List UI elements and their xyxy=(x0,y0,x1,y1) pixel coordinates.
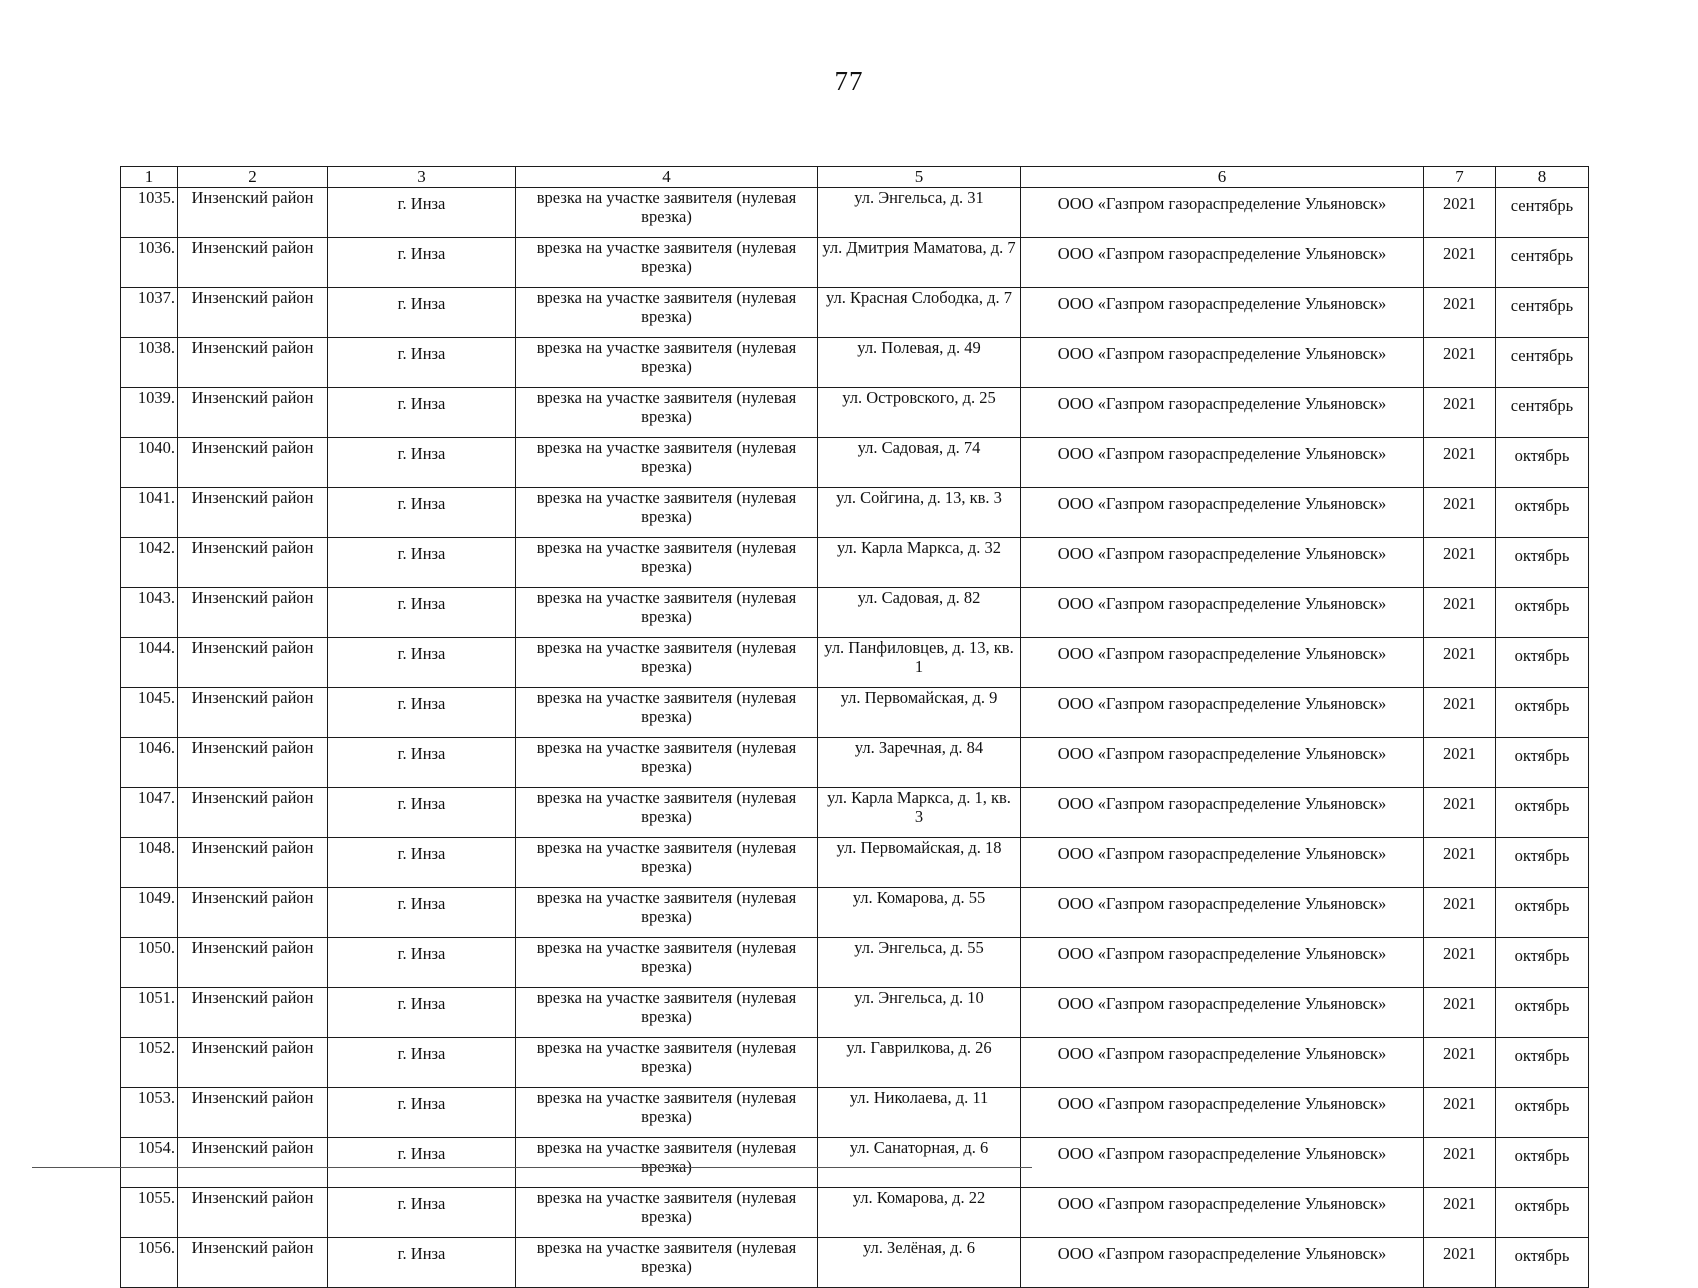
district-cell: Инзенский район xyxy=(178,738,328,788)
year-cell: 2021 xyxy=(1424,938,1496,988)
table-row xyxy=(121,488,1589,538)
schedule-table xyxy=(120,166,1589,1288)
month-cell: октябрь xyxy=(1496,588,1589,638)
row-number-cell: 1037. xyxy=(121,288,178,338)
row-number-cell: 1038. xyxy=(121,338,178,388)
work-type-cell: врезка на участке заявителя (нулевая врезка) xyxy=(516,638,818,688)
row-number-cell: 1045. xyxy=(121,688,178,738)
address-cell: ул. Островского, д. 25 xyxy=(818,388,1021,438)
year-cell: 2021 xyxy=(1424,588,1496,638)
year-cell: 2021 xyxy=(1424,438,1496,488)
address-cell: ул. Комарова, д. 22 xyxy=(818,1188,1021,1238)
table-row xyxy=(121,638,1589,688)
address-cell: ул. Карла Маркса, д. 1, кв. 3 xyxy=(818,788,1021,838)
organization-cell: ООО «Газпром газораспределение Ульяновск» xyxy=(1021,188,1424,238)
month-cell: октябрь xyxy=(1496,488,1589,538)
year-cell: 2021 xyxy=(1424,838,1496,888)
district-cell: Инзенский район xyxy=(178,238,328,288)
row-number-cell: 1053. xyxy=(121,1088,178,1138)
address-cell: ул. Первомайская, д. 9 xyxy=(818,688,1021,738)
row-number-cell: 1043. xyxy=(121,588,178,638)
month-cell: октябрь xyxy=(1496,638,1589,688)
month-cell: октябрь xyxy=(1496,838,1589,888)
organization-cell: ООО «Газпром газораспределение Ульяновск» xyxy=(1021,788,1424,838)
address-cell: ул. Энгельса, д. 55 xyxy=(818,938,1021,988)
table-row xyxy=(121,788,1589,838)
district-cell: Инзенский район xyxy=(178,1038,328,1088)
work-type-cell: врезка на участке заявителя (нулевая врезка) xyxy=(516,488,818,538)
district-cell: Инзенский район xyxy=(178,988,328,1038)
city-cell: г. Инза xyxy=(328,838,516,888)
year-cell: 2021 xyxy=(1424,1038,1496,1088)
month-cell: октябрь xyxy=(1496,1188,1589,1238)
city-cell: г. Инза xyxy=(328,1088,516,1138)
month-cell: сентябрь xyxy=(1496,338,1589,388)
address-cell: ул. Первомайская, д. 18 xyxy=(818,838,1021,888)
district-cell: Инзенский район xyxy=(178,388,328,438)
year-cell: 2021 xyxy=(1424,988,1496,1038)
month-cell: октябрь xyxy=(1496,1138,1589,1188)
work-type-cell: врезка на участке заявителя (нулевая врезка) xyxy=(516,338,818,388)
year-cell: 2021 xyxy=(1424,288,1496,338)
column-header: 1 xyxy=(121,167,178,188)
year-cell: 2021 xyxy=(1424,338,1496,388)
organization-cell: ООО «Газпром газораспределение Ульяновск» xyxy=(1021,438,1424,488)
district-cell: Инзенский район xyxy=(178,938,328,988)
table-row xyxy=(121,238,1589,288)
month-cell: октябрь xyxy=(1496,988,1589,1038)
district-cell: Инзенский район xyxy=(178,688,328,738)
year-cell: 2021 xyxy=(1424,488,1496,538)
row-number-cell: 1051. xyxy=(121,988,178,1038)
organization-cell: ООО «Газпром газораспределение Ульяновск» xyxy=(1021,1138,1424,1188)
row-number-cell: 1042. xyxy=(121,538,178,588)
city-cell: г. Инза xyxy=(328,938,516,988)
work-type-cell: врезка на участке заявителя (нулевая врезка) xyxy=(516,988,818,1038)
city-cell: г. Инза xyxy=(328,288,516,338)
organization-cell: ООО «Газпром газораспределение Ульяновск» xyxy=(1021,1088,1424,1138)
month-cell: октябрь xyxy=(1496,788,1589,838)
page-number: 77 xyxy=(834,66,864,96)
city-cell: г. Инза xyxy=(328,788,516,838)
row-number-cell: 1036. xyxy=(121,238,178,288)
table-row xyxy=(121,1188,1589,1238)
year-cell: 2021 xyxy=(1424,1138,1496,1188)
work-type-cell: врезка на участке заявителя (нулевая врезка) xyxy=(516,388,818,438)
organization-cell: ООО «Газпром газораспределение Ульяновск» xyxy=(1021,338,1424,388)
district-cell: Инзенский район xyxy=(178,1088,328,1138)
city-cell: г. Инза xyxy=(328,638,516,688)
table-row xyxy=(121,938,1589,988)
row-number-cell: 1048. xyxy=(121,838,178,888)
row-number-cell: 1040. xyxy=(121,438,178,488)
work-type-cell: врезка на участке заявителя (нулевая врезка) xyxy=(516,1188,818,1238)
row-number-cell: 1035. xyxy=(121,188,178,238)
table-row xyxy=(121,738,1589,788)
month-cell: октябрь xyxy=(1496,538,1589,588)
row-number-cell: 1049. xyxy=(121,888,178,938)
table-body xyxy=(121,188,1589,1288)
address-cell: ул. Красная Слободка, д. 7 xyxy=(818,288,1021,338)
district-cell: Инзенский район xyxy=(178,288,328,338)
row-number-cell: 1044. xyxy=(121,638,178,688)
month-cell: сентябрь xyxy=(1496,238,1589,288)
year-cell: 2021 xyxy=(1424,688,1496,738)
address-cell: ул. Энгельса, д. 10 xyxy=(818,988,1021,1038)
address-cell: ул. Зелёная, д. 6 xyxy=(818,1238,1021,1288)
city-cell: г. Инза xyxy=(328,438,516,488)
table-row xyxy=(121,538,1589,588)
month-cell: октябрь xyxy=(1496,888,1589,938)
address-cell: ул. Садовая, д. 74 xyxy=(818,438,1021,488)
row-number-cell: 1039. xyxy=(121,388,178,438)
row-number-cell: 1046. xyxy=(121,738,178,788)
month-cell: сентябрь xyxy=(1496,288,1589,338)
table-row xyxy=(121,188,1589,238)
city-cell: г. Инза xyxy=(328,488,516,538)
table-row xyxy=(121,688,1589,738)
address-cell: ул. Полевая, д. 49 xyxy=(818,338,1021,388)
year-cell: 2021 xyxy=(1424,238,1496,288)
district-cell: Инзенский район xyxy=(178,1138,328,1188)
district-cell: Инзенский район xyxy=(178,488,328,538)
city-cell: г. Инза xyxy=(328,538,516,588)
row-number-cell: 1054. xyxy=(121,1138,178,1188)
city-cell: г. Инза xyxy=(328,188,516,238)
district-cell: Инзенский район xyxy=(178,188,328,238)
organization-cell: ООО «Газпром газораспределение Ульяновск» xyxy=(1021,638,1424,688)
organization-cell: ООО «Газпром газораспределение Ульяновск» xyxy=(1021,1238,1424,1288)
organization-cell: ООО «Газпром газораспределение Ульяновск» xyxy=(1021,238,1424,288)
district-cell: Инзенский район xyxy=(178,888,328,938)
month-cell: октябрь xyxy=(1496,938,1589,988)
month-cell: октябрь xyxy=(1496,1238,1589,1288)
table-row xyxy=(121,1138,1589,1188)
organization-cell: ООО «Газпром газораспределение Ульяновск» xyxy=(1021,988,1424,1038)
organization-cell: ООО «Газпром газораспределение Ульяновск» xyxy=(1021,388,1424,438)
organization-cell: ООО «Газпром газораспределение Ульяновск» xyxy=(1021,1038,1424,1088)
table-row xyxy=(121,1238,1589,1288)
table-row xyxy=(121,988,1589,1038)
year-cell: 2021 xyxy=(1424,538,1496,588)
column-header: 2 xyxy=(178,167,328,188)
row-number-cell: 1055. xyxy=(121,1188,178,1238)
year-cell: 2021 xyxy=(1424,888,1496,938)
table-row xyxy=(121,388,1589,438)
city-cell: г. Инза xyxy=(328,1038,516,1088)
work-type-cell: врезка на участке заявителя (нулевая врезка) xyxy=(516,1238,818,1288)
district-cell: Инзенский район xyxy=(178,638,328,688)
work-type-cell: врезка на участке заявителя (нулевая врезка) xyxy=(516,938,818,988)
year-cell: 2021 xyxy=(1424,788,1496,838)
organization-cell: ООО «Газпром газораспределение Ульяновск» xyxy=(1021,288,1424,338)
year-cell: 2021 xyxy=(1424,738,1496,788)
work-type-cell: врезка на участке заявителя (нулевая врезка) xyxy=(516,188,818,238)
work-type-cell: врезка на участке заявителя (нулевая врезка) xyxy=(516,1088,818,1138)
district-cell: Инзенский район xyxy=(178,1238,328,1288)
year-cell: 2021 xyxy=(1424,1088,1496,1138)
district-cell: Инзенский район xyxy=(178,338,328,388)
work-type-cell: врезка на участке заявителя (нулевая врезка) xyxy=(516,1138,818,1188)
table-row xyxy=(121,1038,1589,1088)
month-cell: сентябрь xyxy=(1496,388,1589,438)
district-cell: Инзенский район xyxy=(178,838,328,888)
city-cell: г. Инза xyxy=(328,1188,516,1238)
year-cell: 2021 xyxy=(1424,638,1496,688)
bottom-rule xyxy=(32,1167,1032,1168)
organization-cell: ООО «Газпром газораспределение Ульяновск» xyxy=(1021,688,1424,738)
column-number-row xyxy=(121,167,1589,188)
address-cell: ул. Сойгина, д. 13, кв. 3 xyxy=(818,488,1021,538)
work-type-cell: врезка на участке заявителя (нулевая врезка) xyxy=(516,588,818,638)
work-type-cell: врезка на участке заявителя (нулевая врезка) xyxy=(516,888,818,938)
column-header: 5 xyxy=(818,167,1021,188)
year-cell: 2021 xyxy=(1424,188,1496,238)
organization-cell: ООО «Газпром газораспределение Ульяновск» xyxy=(1021,888,1424,938)
work-type-cell: врезка на участке заявителя (нулевая врезка) xyxy=(516,1038,818,1088)
city-cell: г. Инза xyxy=(328,388,516,438)
city-cell: г. Инза xyxy=(328,1238,516,1288)
table-row xyxy=(121,588,1589,638)
row-number-cell: 1050. xyxy=(121,938,178,988)
organization-cell: ООО «Газпром газораспределение Ульяновск» xyxy=(1021,1188,1424,1238)
work-type-cell: врезка на участке заявителя (нулевая врезка) xyxy=(516,538,818,588)
column-header: 8 xyxy=(1496,167,1589,188)
city-cell: г. Инза xyxy=(328,1138,516,1188)
city-cell: г. Инза xyxy=(328,338,516,388)
address-cell: ул. Санаторная, д. 6 xyxy=(818,1138,1021,1188)
column-header: 7 xyxy=(1424,167,1496,188)
month-cell: сентябрь xyxy=(1496,188,1589,238)
organization-cell: ООО «Газпром газораспределение Ульяновск» xyxy=(1021,938,1424,988)
year-cell: 2021 xyxy=(1424,1188,1496,1238)
address-cell: ул. Энгельса, д. 31 xyxy=(818,188,1021,238)
table-row xyxy=(121,1088,1589,1138)
row-number-cell: 1052. xyxy=(121,1038,178,1088)
month-cell: октябрь xyxy=(1496,688,1589,738)
month-cell: октябрь xyxy=(1496,1038,1589,1088)
row-number-cell: 1047. xyxy=(121,788,178,838)
work-type-cell: врезка на участке заявителя (нулевая врезка) xyxy=(516,288,818,338)
district-cell: Инзенский район xyxy=(178,438,328,488)
address-cell: ул. Николаева, д. 11 xyxy=(818,1088,1021,1138)
table-row xyxy=(121,338,1589,388)
year-cell: 2021 xyxy=(1424,388,1496,438)
city-cell: г. Инза xyxy=(328,888,516,938)
address-cell: ул. Дмитрия Маматова, д. 7 xyxy=(818,238,1021,288)
table-row xyxy=(121,838,1589,888)
table-row xyxy=(121,438,1589,488)
city-cell: г. Инза xyxy=(328,738,516,788)
month-cell: октябрь xyxy=(1496,438,1589,488)
work-type-cell: врезка на участке заявителя (нулевая врезка) xyxy=(516,238,818,288)
month-cell: октябрь xyxy=(1496,1088,1589,1138)
column-header: 3 xyxy=(328,167,516,188)
district-cell: Инзенский район xyxy=(178,538,328,588)
column-header: 4 xyxy=(516,167,818,188)
district-cell: Инзенский район xyxy=(178,788,328,838)
table-row xyxy=(121,288,1589,338)
city-cell: г. Инза xyxy=(328,588,516,638)
year-cell: 2021 xyxy=(1424,1238,1496,1288)
address-cell: ул. Заречная, д. 84 xyxy=(818,738,1021,788)
column-header: 6 xyxy=(1021,167,1424,188)
work-type-cell: врезка на участке заявителя (нулевая врезка) xyxy=(516,788,818,838)
organization-cell: ООО «Газпром газораспределение Ульяновск» xyxy=(1021,588,1424,638)
organization-cell: ООО «Газпром газораспределение Ульяновск» xyxy=(1021,738,1424,788)
work-type-cell: врезка на участке заявителя (нулевая врезка) xyxy=(516,438,818,488)
address-cell: ул. Комарова, д. 55 xyxy=(818,888,1021,938)
address-cell: ул. Панфиловцев, д. 13, кв. 1 xyxy=(818,638,1021,688)
organization-cell: ООО «Газпром газораспределение Ульяновск» xyxy=(1021,538,1424,588)
work-type-cell: врезка на участке заявителя (нулевая врезка) xyxy=(516,838,818,888)
work-type-cell: врезка на участке заявителя (нулевая врезка) xyxy=(516,688,818,738)
row-number-cell: 1056. xyxy=(121,1238,178,1288)
organization-cell: ООО «Газпром газораспределение Ульяновск» xyxy=(1021,838,1424,888)
city-cell: г. Инза xyxy=(328,688,516,738)
address-cell: ул. Карла Маркса, д. 32 xyxy=(818,538,1021,588)
city-cell: г. Инза xyxy=(328,238,516,288)
city-cell: г. Инза xyxy=(328,988,516,1038)
district-cell: Инзенский район xyxy=(178,588,328,638)
district-cell: Инзенский район xyxy=(178,1188,328,1238)
work-type-cell: врезка на участке заявителя (нулевая врезка) xyxy=(516,738,818,788)
address-cell: ул. Гаврилкова, д. 26 xyxy=(818,1038,1021,1088)
table-row xyxy=(121,888,1589,938)
row-number-cell: 1041. xyxy=(121,488,178,538)
organization-cell: ООО «Газпром газораспределение Ульяновск» xyxy=(1021,488,1424,538)
address-cell: ул. Садовая, д. 82 xyxy=(818,588,1021,638)
month-cell: октябрь xyxy=(1496,738,1589,788)
